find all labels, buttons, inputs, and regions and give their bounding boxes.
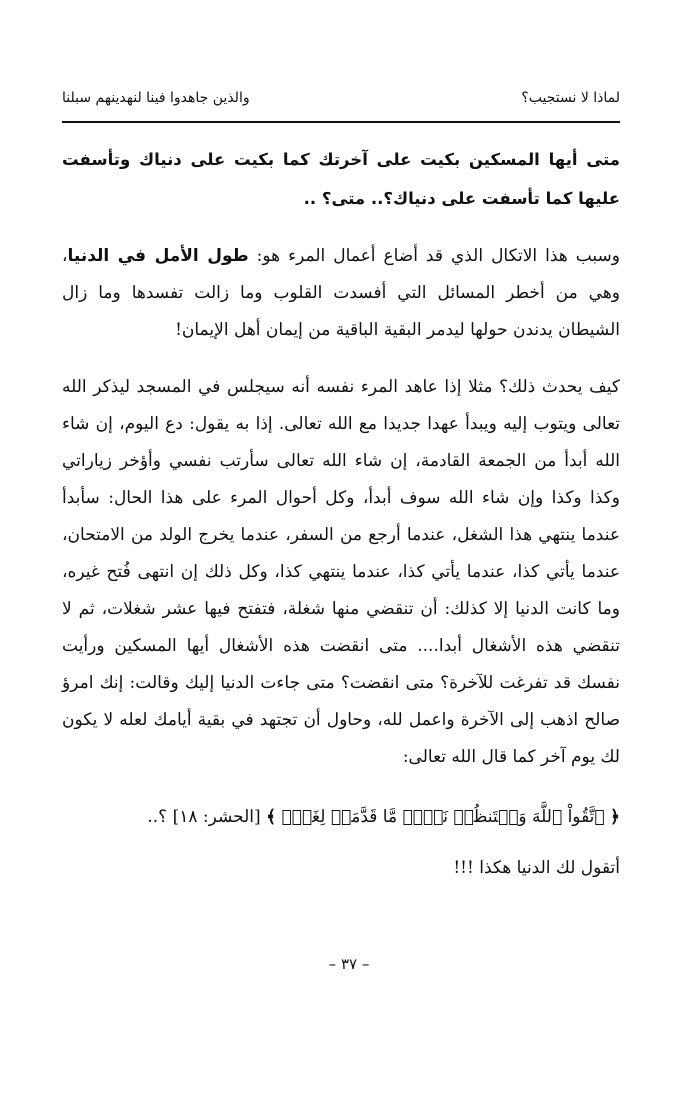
verse-reference: [الحشر: ١٨] ؟.. — [147, 807, 261, 827]
header-book-title: والذين جاهدوا فينا لنهدينهم سبلنا — [62, 90, 250, 106]
emphasis-text: طول الأمل في الدنيا — [67, 246, 249, 266]
header-rule — [62, 121, 620, 123]
quran-verse — [62, 796, 620, 838]
page-body — [62, 140, 620, 888]
paragraph-1-text-end: ، وهي من أخطر المسائل التي أفسدت القلوب وما زالت تفسدها وما زال الشيطان يدندن حولها ليدمر البقية الباقية من إيمان أهل الإيمان! — [62, 246, 620, 340]
page-number: – ٣٧ – — [328, 955, 370, 973]
paragraph-2: كيف يحدث ذلك؟ مثلا إذا عاهد المرء نفسه أنه سيجلس في المسجد ليذكر الله تعالى ويتوب إليه ويبدأ عهدا جديدا مع الله تعالى. إذا به يقول: دع اليوم، إن شاء الله أبدأ من الجمعة القادمة، إن شاء الله تعالى سأرتب نفسي وأؤخر زياراتي وكذا وكذا وإن شاء الله سوف أبدأ، وكل أحوال المرء على هذا الحال: سأبدأ عندما ينتهي هذا الشغل، عندما أرجع من السفر، عندما يخرج الولد من الامتحان، عندما يأتي كذا، عندما يأتي كذا، عندما ينتهي كذا، وكل ذلك إن انتهى فُتح غيره، وما كانت الدنيا إلا كذلك: أن تنقضي منها شغلة، فتفتح فيها عشر شغلات، ثم لا تنقضي هذه الأشغال أبدا.... متى انقضت هذه الأشغال أيها المسكين ورأيت نفسك قد تفرغت للآخرة؟ متى انقضت؟ متى جاءت الدنيا إليك وقالت: إنك امرؤ صالح اذهب إلى الآخرة واعمل لله، وحاول أن تجتهد في بقية أيامك لعله لا يكون لك يوم آخر كما قال الله تعالى: — [62, 377, 620, 767]
intro-paragraph: متى أيها المسكين بكيت على آخرتك كما بكيت على دنياك وتأسفت عليها كما تأسفت على دنياك؟.. متى؟ .. — [62, 150, 620, 208]
closing-line: أتقول لك الدنيا هكذا !!! — [453, 858, 620, 878]
verse-text: ٱتَّقُواْ ٱللَّهَ وَلۡتَنظُرۡ نَفۡسٞ مَّا قَدَّمَتۡ لِغَدٖۖ — [281, 807, 605, 827]
header-chapter-title: لماذا لا نستجيب؟ — [521, 90, 620, 106]
paragraph-1-text-start: وسبب هذا الاتكال الذي قد أضاع أعمال المرء هو: — [248, 246, 620, 266]
running-header — [62, 86, 620, 114]
paragraph-1 — [62, 238, 620, 349]
verse-close-bracket: ﴾ — [266, 807, 277, 827]
verse-open-bracket: ﴿ — [610, 807, 620, 827]
